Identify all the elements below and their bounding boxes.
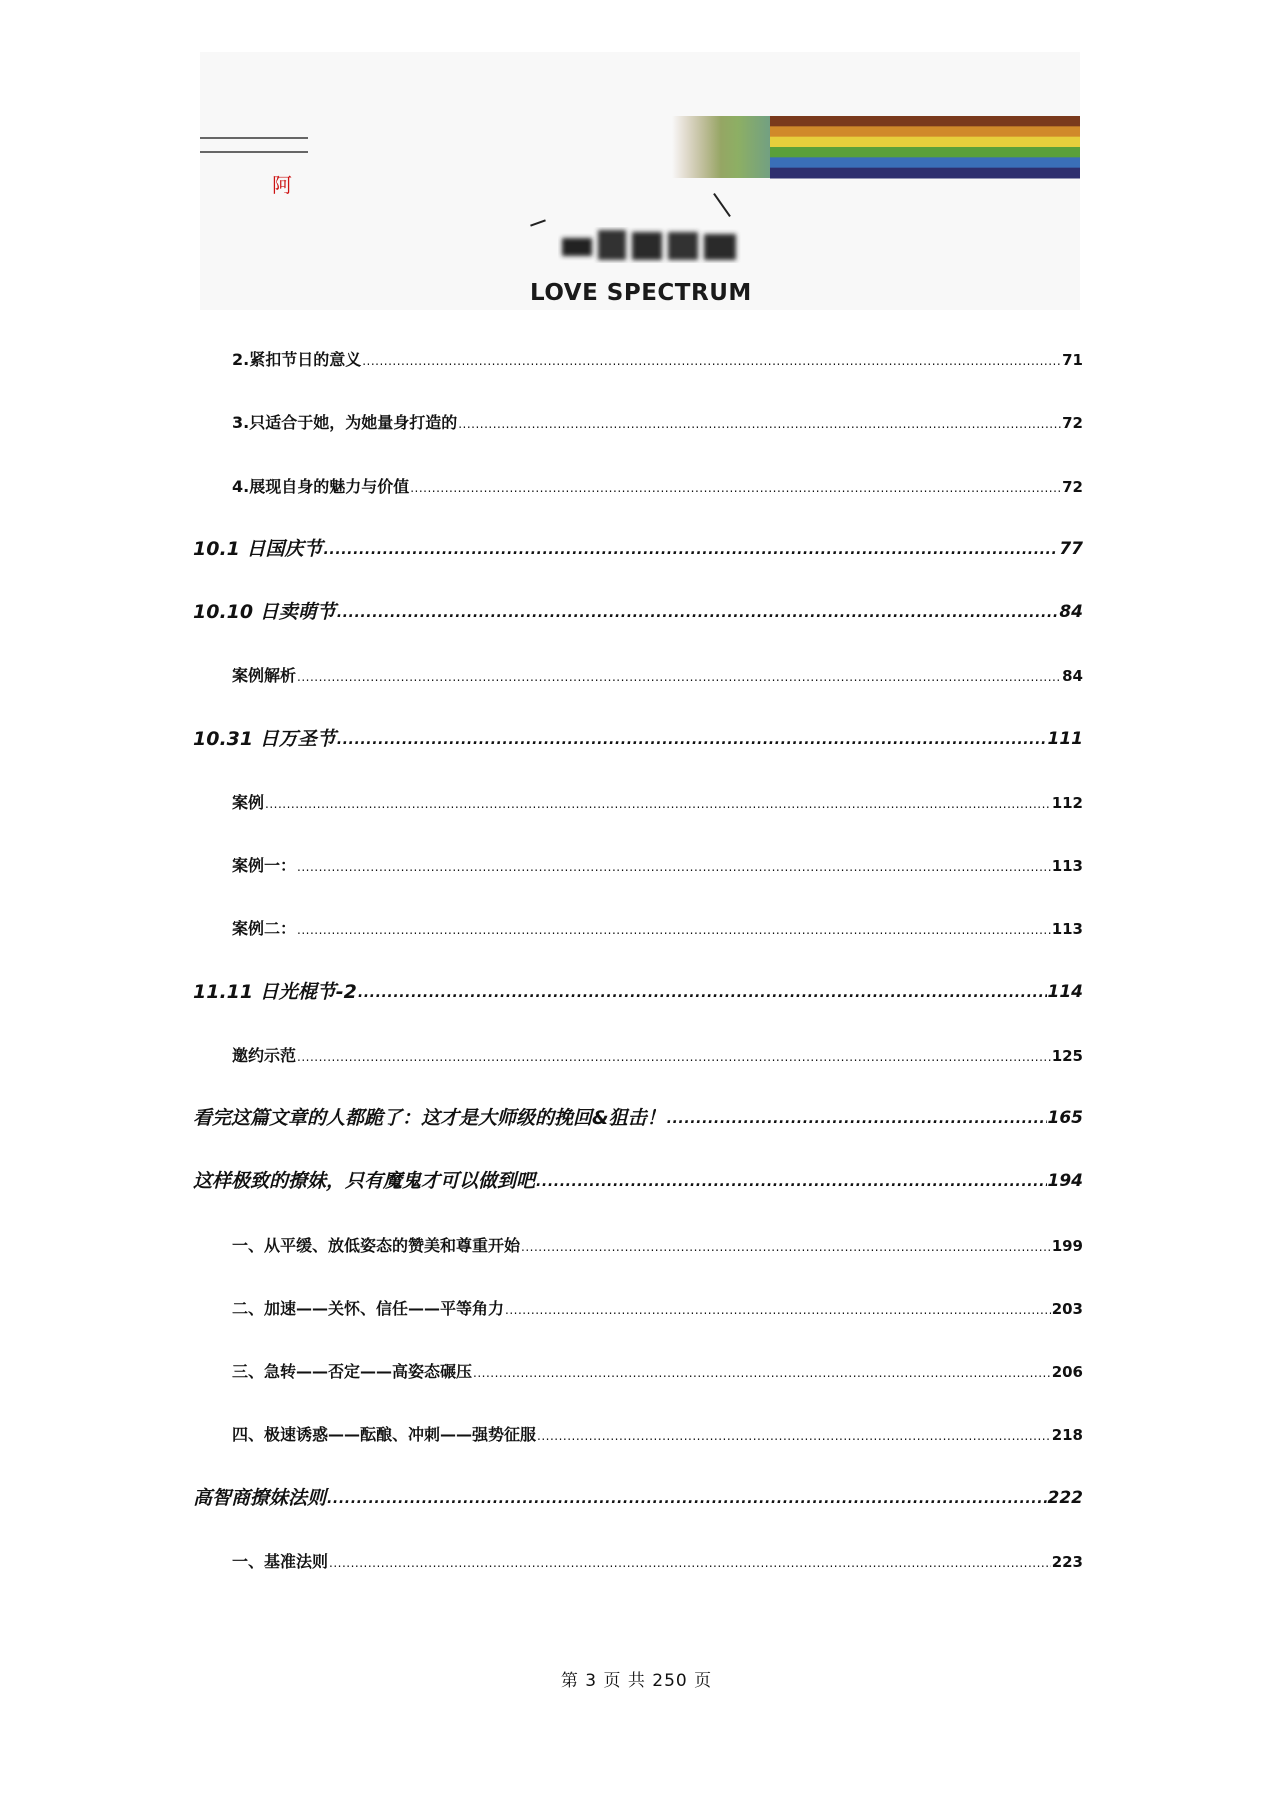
toc-entry-title: 2.紧扣节日的意义 <box>232 350 362 369</box>
toc-entry-title: 这样极致的撩妹，只有魔鬼才可以做到吧 <box>193 1170 536 1193</box>
header-rule-bottom <box>200 151 308 153</box>
page-footer: 第 3 页 共 250 页 <box>560 1671 713 1691</box>
toc-entry-page-number: 223 <box>1051 1552 1083 1571</box>
toc-entry-page-number: 72 <box>1062 477 1083 496</box>
toc-entry-chapter[interactable] <box>193 726 1083 752</box>
toc-entry-title: 邀约示范 <box>232 1045 297 1065</box>
toc-entry-page-number: 71 <box>1062 351 1083 369</box>
toc-entry-section[interactable] <box>232 855 1083 877</box>
toc-entry-title: 4.展现自身的魅力与价值 <box>232 476 410 496</box>
toc-dot-leader <box>537 1426 1051 1446</box>
toc-dot-leader <box>329 1553 1051 1573</box>
toc-entry-title: 看完这篇文章的人都跪了：这才是大师级的挽回&狙击！ <box>193 1107 666 1129</box>
toc-dot-leader <box>337 728 1047 752</box>
toc-entry-title: 案例二： <box>232 919 297 939</box>
logo-stroke-left <box>530 219 546 226</box>
toc-entry-chapter[interactable] <box>193 1168 1083 1194</box>
toc-entry-section[interactable] <box>232 665 1083 687</box>
toc-entry-page-number: 218 <box>1051 1426 1083 1445</box>
toc-entry-page-number: 114 <box>1047 981 1083 1002</box>
toc-entry-title: 二、加速——关怀、信任——平等角力 <box>232 1298 505 1318</box>
toc-entry-section[interactable] <box>232 476 1083 498</box>
toc-dot-leader <box>536 1170 1046 1194</box>
toc-entry-section[interactable] <box>232 1235 1083 1257</box>
toc-entry-title: 11.11 日光棍节-2 <box>193 980 357 1003</box>
toc-entry-section[interactable] <box>232 792 1083 814</box>
toc-dot-leader <box>297 857 1051 877</box>
toc-entry-page-number: 113 <box>1051 857 1083 875</box>
toc-dot-leader <box>297 920 1051 940</box>
toc-entry-title: 四、极速诱惑——酝酿、冲刺——强势征服 <box>232 1425 537 1445</box>
toc-entry-section[interactable] <box>232 349 1083 371</box>
toc-entry-section[interactable] <box>232 1361 1083 1383</box>
toc-dot-leader <box>362 351 1061 371</box>
toc-entry-page-number: 84 <box>1062 667 1083 686</box>
toc-entry-section[interactable] <box>232 412 1083 434</box>
toc-entry-page-number: 125 <box>1051 1046 1083 1065</box>
toc-entry-section[interactable] <box>232 1551 1083 1573</box>
toc-dot-leader <box>473 1363 1051 1383</box>
toc-entry-title: 3.只适合于她，为她量身打造的 <box>232 413 458 433</box>
rainbow-logo-graphic <box>672 108 1080 190</box>
toc-entry-title: 一、从平缓、放低姿态的赞美和尊重开始 <box>232 1235 521 1255</box>
toc-entry-title: 一、基准法则 <box>232 1551 329 1571</box>
toc-entry-title: 案例 <box>232 792 265 812</box>
toc-entry-page-number: 194 <box>1047 1171 1083 1192</box>
toc-entry-chapter[interactable] <box>193 979 1083 1005</box>
toc-dot-leader <box>324 538 1059 562</box>
toc-dot-leader <box>297 1047 1051 1067</box>
toc-entry-page-number: 113 <box>1051 920 1083 939</box>
toc-dot-leader <box>667 1107 1047 1131</box>
toc-entry-title: 10.10 日卖萌节 <box>193 601 336 623</box>
toc-entry-page-number: 72 <box>1062 414 1083 433</box>
toc-dot-leader <box>505 1300 1051 1320</box>
toc-entry-chapter[interactable] <box>193 536 1083 562</box>
toc-entry-page-number: 111 <box>1047 728 1083 749</box>
toc-entry-title: 案例一： <box>232 856 297 875</box>
toc-entry-page-number: 206 <box>1051 1363 1083 1381</box>
toc-dot-leader <box>297 667 1061 687</box>
logo-stroke-right <box>713 193 731 217</box>
toc-entry-page-number: 84 <box>1059 602 1083 622</box>
toc-entry-page-number: 112 <box>1051 793 1083 812</box>
toc-dot-leader <box>327 1487 1046 1511</box>
toc-entry-title: 案例解析 <box>232 666 297 686</box>
logo-text: LOVE SPECTRUM <box>530 280 752 306</box>
header-rule-top <box>200 137 308 139</box>
toc-entry-title: 10.1 日国庆节 <box>193 537 323 560</box>
header-red-mark: 阿 <box>272 173 292 197</box>
blurred-logo-mark <box>558 224 742 268</box>
toc-entry-page-number: 203 <box>1051 1299 1083 1318</box>
toc-entry-section[interactable] <box>232 1298 1083 1320</box>
toc-entry-title: 10.31 日万圣节 <box>193 727 336 750</box>
toc-entry-chapter[interactable] <box>193 1485 1083 1511</box>
toc-entry-title: 高智商撩妹法则 <box>193 1486 327 1509</box>
header-banner <box>200 52 1080 310</box>
toc-dot-leader <box>410 478 1061 498</box>
toc-entry-section[interactable] <box>232 918 1083 940</box>
toc-entry-page-number: 165 <box>1047 1108 1083 1128</box>
toc-entry-page-number: 199 <box>1051 1236 1083 1255</box>
toc-entry-chapter[interactable] <box>193 1105 1083 1131</box>
toc-dot-leader <box>265 794 1051 814</box>
toc-entry-section[interactable] <box>232 1045 1083 1067</box>
toc-entry-page-number: 77 <box>1059 538 1083 559</box>
toc-dot-leader <box>337 601 1059 625</box>
toc-entry-title: 三、急转——否定——高姿态碾压 <box>232 1362 473 1381</box>
toc-dot-leader <box>458 414 1061 434</box>
toc-entry-page-number: 222 <box>1047 1487 1083 1508</box>
toc-dot-leader <box>521 1237 1051 1257</box>
toc-entry-section[interactable] <box>232 1424 1083 1446</box>
toc-dot-leader <box>358 981 1047 1005</box>
toc-entry-chapter[interactable] <box>193 599 1083 625</box>
